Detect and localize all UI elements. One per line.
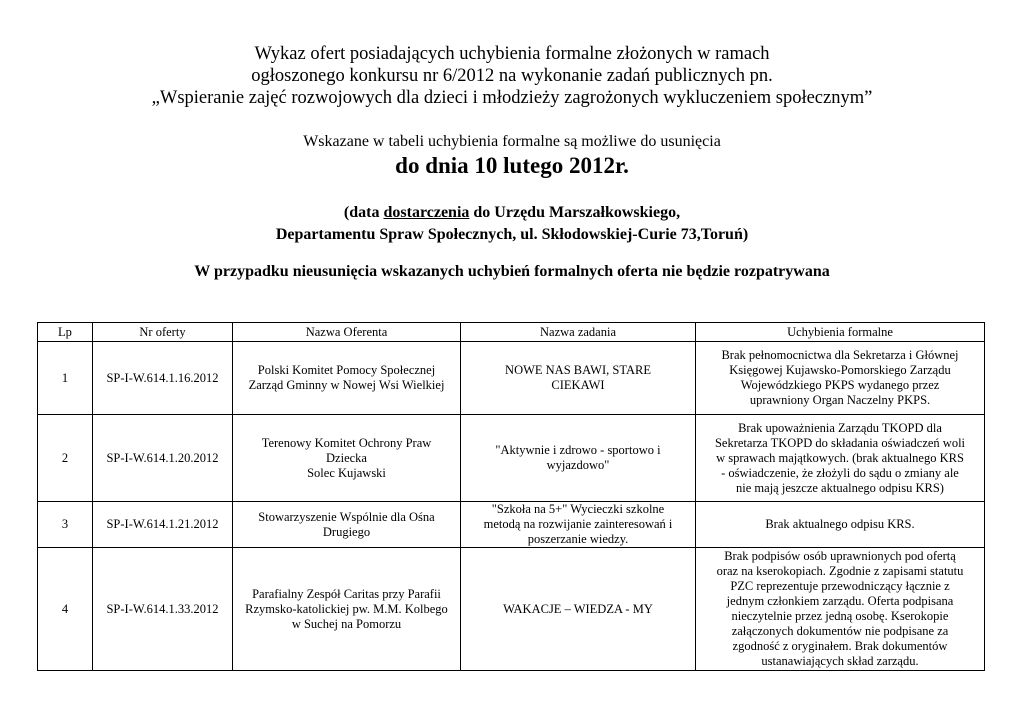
text-line: Księgowej Kujawsko-Pomorskiego Zarządu xyxy=(729,363,951,377)
header-nazwa-zadania: Nazwa zadania xyxy=(461,323,696,342)
text-line: Zarząd Gminny w Nowej Wsi Wielkiej xyxy=(248,378,445,392)
text-line: CIEKAWI xyxy=(551,378,605,392)
text-line: WAKACJE – WIEDZA - MY xyxy=(503,601,653,616)
delivery-underlined: dostarczenia xyxy=(383,204,470,221)
text-line: "Szkoła na 5+" Wycieczki szkolne xyxy=(491,502,665,516)
table-row xyxy=(38,502,985,548)
notice-line: Wskazane w tabeli uchybienia formalne są możliwe do usunięcia xyxy=(303,133,721,150)
cell-oferent xyxy=(233,548,461,671)
cell-lp: 1 xyxy=(38,342,93,415)
table-row xyxy=(38,548,985,671)
text-line: "Aktywnie i zdrowo - sportowo i xyxy=(495,443,661,457)
text-line: w Suchej na Pomorzu xyxy=(291,616,402,631)
text-line: NOWE NAS BAWI, STARE xyxy=(505,363,651,377)
text-line: Polski Komitet Pomocy Społecznej xyxy=(257,363,436,377)
table-header-row xyxy=(38,323,985,342)
header-nazwa-oferenta: Nazwa Oferenta xyxy=(233,323,461,342)
title-line-3: „Wspieranie zajęć rozwojowych dla dzieci i młodzieży zagrożonych wykluczeniem społecznym” xyxy=(151,88,873,108)
text-line: Parafialny Zespół Caritas przy Parafii xyxy=(252,586,441,601)
cell-uchybienia xyxy=(696,415,985,502)
text-line: Rzymsko-katolickiej pw. M.M. Kolbego xyxy=(245,601,448,616)
text-line: oraz na kserokopiach. Zgodnie z zapisami statutu xyxy=(716,564,964,578)
cell-uchybienia xyxy=(696,502,985,548)
cell-oferent xyxy=(233,502,461,548)
text-line: załączonych dokumentów nie podpisane za xyxy=(731,624,949,638)
cell-oferent xyxy=(233,342,461,415)
delivery-suffix: do Urzędu Marszałkowskiego, xyxy=(469,204,681,221)
cell-zadanie xyxy=(461,502,696,548)
text-line: PZC reprezentuje przewodniczący łącznie z xyxy=(730,579,950,593)
cell-uchybienia xyxy=(696,548,985,671)
cell-nr-oferty: SP-I-W.614.1.33.2012 xyxy=(93,548,233,671)
title-line-2: ogłoszonego konkursu nr 6/2012 na wykonanie zadań publicznych pn. xyxy=(251,66,773,86)
title-line-1: Wykaz ofert posiadających uchybienia formalne złożonych w ramach xyxy=(254,44,770,64)
cell-zadanie xyxy=(461,415,696,502)
deadline: do dnia 10 lutego 2012r. xyxy=(395,153,629,178)
text-line: - oświadczenie, że złożyli do sądu o zmiany ale xyxy=(721,465,959,480)
table-row xyxy=(38,415,985,502)
text-line: wyjazdowo" xyxy=(546,458,610,472)
text-line: zgodność z oryginałem. Brak dokumentów xyxy=(732,639,948,653)
table-row xyxy=(38,342,985,415)
text-line: jednym członkiem zarządu. Oferta podpisana xyxy=(726,594,954,608)
header-lp: Lp xyxy=(38,323,93,342)
text-line: nie mają jeszcze aktualnego odpisu KRS) xyxy=(736,480,944,495)
cell-nr-oferty: SP-I-W.614.1.21.2012 xyxy=(93,502,233,548)
deficiencies-table xyxy=(37,322,985,671)
delivery-prefix: (data xyxy=(343,204,384,221)
cell-nr-oferty: SP-I-W.614.1.16.2012 xyxy=(93,342,233,415)
text-line: w sprawach majątkowych. (brak aktualnego KRS xyxy=(716,450,964,465)
text-line: Brak pełnomocnictwa dla Sekretarza i Głównej xyxy=(721,348,959,362)
header-nr-oferty: Nr oferty xyxy=(93,323,233,342)
text-line: Sekretarza TKOPD do składania oświadczeń woli xyxy=(714,435,966,450)
text-line: Brak upoważnienia Zarządu TKOPD dla xyxy=(738,420,942,435)
text-line: uprawniony Organ Naczelny PKPS. xyxy=(749,393,931,407)
cell-nr-oferty: SP-I-W.614.1.20.2012 xyxy=(93,415,233,502)
text-line: Brak aktualnego odpisu KRS. xyxy=(765,517,915,531)
text-line: Dziecka xyxy=(326,450,367,465)
text-line: Stowarzyszenie Wspólnie dla Ośna xyxy=(258,509,435,524)
text-line: poszerzanie wiedzy. xyxy=(527,532,629,546)
cell-uchybienia xyxy=(696,342,985,415)
delivery-line-2: Departamentu Spraw Społecznych, ul. Skłodowskiej-Curie 73,Toruń) xyxy=(275,226,749,243)
cell-lp: 4 xyxy=(38,548,93,671)
delivery-line-1 xyxy=(0,204,1024,222)
text-line: Solec Kujawski xyxy=(307,465,386,480)
text-line: nieczytelnie przez jedną osobę. Kserokopie xyxy=(731,609,949,623)
cell-lp: 3 xyxy=(38,502,93,548)
text-line: ustanawiających skład zarządu. xyxy=(761,654,919,668)
cell-lp: 2 xyxy=(38,415,93,502)
text-line: Brak podpisów osób uprawnionych pod ofertą xyxy=(724,549,956,563)
cell-oferent xyxy=(233,415,461,502)
text-line: Drugiego xyxy=(322,524,371,539)
cell-zadanie xyxy=(461,548,696,671)
text-line: Wojewódzkiego PKPS wydanego przez xyxy=(740,378,940,392)
text-line: metodą na rozwijanie zainteresowań i xyxy=(483,517,673,531)
text-line: Terenowy Komitet Ochrony Praw xyxy=(261,435,432,450)
cell-zadanie xyxy=(461,342,696,415)
header-uchybienia: Uchybienia formalne xyxy=(696,323,985,342)
warning-text: W przypadku nieusunięcia wskazanych uchybień formalnych oferta nie będzie rozpatrywana xyxy=(194,263,830,280)
